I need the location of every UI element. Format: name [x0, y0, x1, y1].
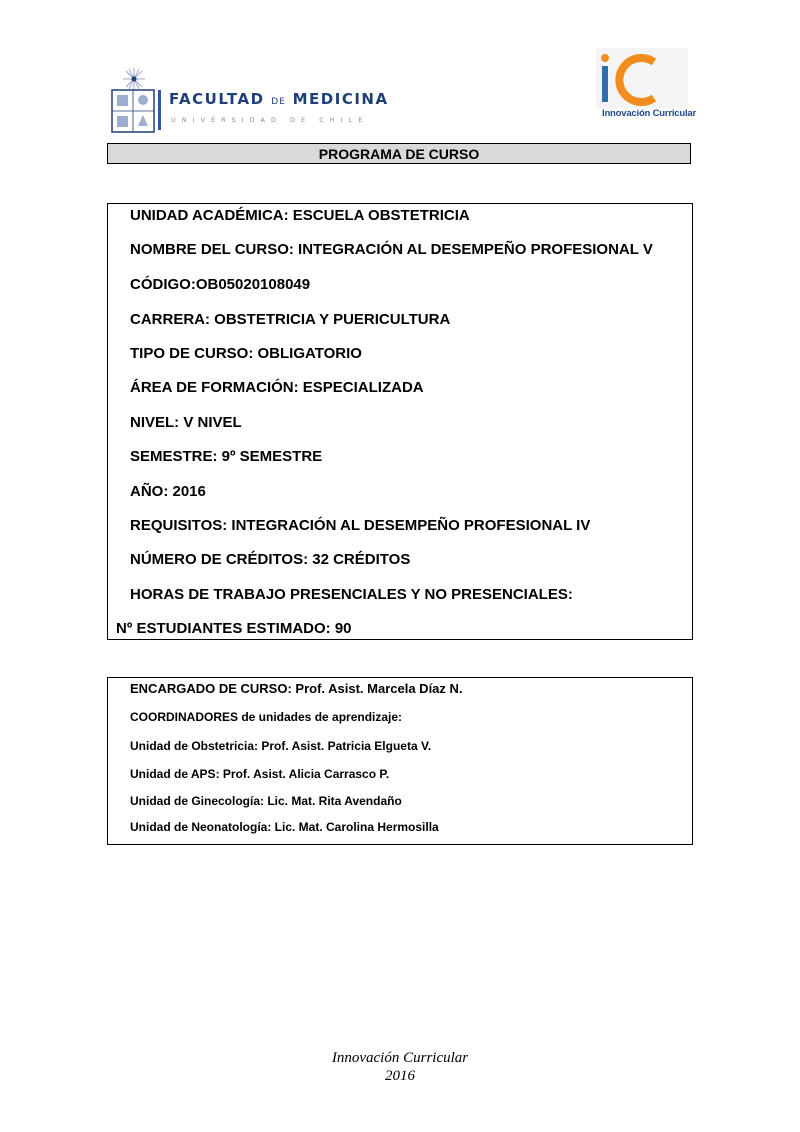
info-line: TIPO DE CURSO: OBLIGATORIO	[130, 345, 362, 362]
info-line: SEMESTRE: 9º SEMESTRE	[130, 448, 323, 465]
faculty-title-de: DE	[271, 97, 286, 107]
info-line: HORAS DE TRABAJO PRESENCIALES Y NO PRESENCIALES:	[130, 586, 573, 603]
footer-line1: Innovación Curricular	[331, 1050, 469, 1066]
faculty-title-pre: FACULTAD	[169, 90, 265, 108]
info-line: UNIDAD ACADÉMICA: ESCUELA OBSTETRICIA	[130, 207, 470, 224]
ic-logo-label: Innovación Curricular	[602, 108, 696, 119]
info-line: NÚMERO DE CRÉDITOS: 32 CRÉDITOS	[130, 551, 411, 568]
course-info-box	[107, 203, 693, 640]
info-line: Nº ESTUDIANTES ESTIMADO: 90	[116, 620, 352, 637]
staff-line: COORDINADORES de unidades de aprendizaje:	[130, 710, 403, 724]
footer-line2: 2016	[385, 1068, 415, 1084]
info-line: ÁREA DE FORMACIÓN: ESPECIALIZADA	[130, 379, 424, 396]
ic-logo-mark	[596, 48, 688, 108]
info-line: NIVEL: V NIVEL	[130, 414, 242, 431]
faculty-title-post: MEDICINA	[292, 90, 389, 108]
page-title: PROGRAMA DE CURSO	[107, 143, 691, 164]
info-line: AÑO: 2016	[130, 483, 206, 500]
staff-line: Unidad de Ginecología: Lic. Mat. Rita Avendaño	[130, 794, 402, 808]
staff-line: Unidad de Neonatología: Lic. Mat. Carolina Hermosilla	[130, 820, 439, 834]
ic-logo	[596, 48, 696, 124]
course-staff-box	[107, 677, 693, 845]
info-line: REQUISITOS: INTEGRACIÓN AL DESEMPEÑO PROFESIONAL IV	[130, 517, 591, 534]
staff-line: Unidad de APS: Prof. Asist. Alicia Carrasco P.	[130, 767, 390, 781]
faculty-logo	[106, 66, 389, 138]
faculty-title	[169, 90, 389, 108]
logo-divider	[158, 90, 161, 130]
info-line: NOMBRE DEL CURSO: INTEGRACIÓN AL DESEMPEÑO PROFESIONAL V	[130, 241, 653, 258]
info-line: CÓDIGO:OB05020108049	[130, 276, 311, 293]
staff-line: Unidad de Obstetricia: Prof. Asist. Patricia Elgueta V.	[130, 739, 432, 753]
info-line: CARRERA: OBSTETRICIA Y PUERICULTURA	[130, 311, 451, 328]
university-name: UNIVERSIDAD DE CHILE	[171, 116, 369, 124]
staff-line: ENCARGADO DE CURSO: Prof. Asist. Marcela Díaz N.	[130, 681, 463, 696]
shield-icon	[110, 88, 156, 134]
